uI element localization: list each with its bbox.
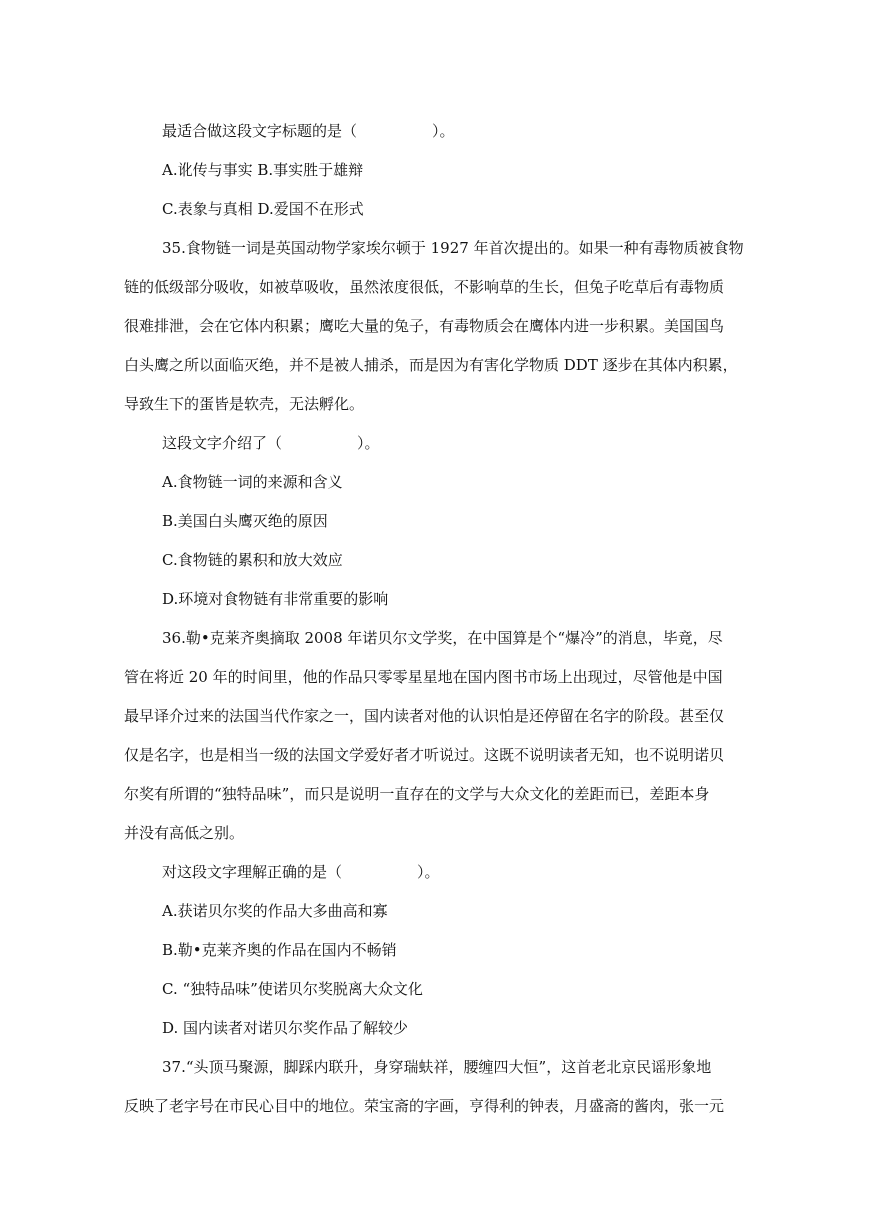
question-35-prompt: 这段文字介绍了（ ）。	[162, 434, 380, 452]
question-36-prompt: 对这段文字理解正确的是（ ）。	[162, 863, 440, 881]
question-36-passage-line-3: 最早译介过来的法国当代作家之一，国内读者对他的认识怕是还停留在名字的阶段。甚至仅	[124, 707, 725, 725]
question-34	[124, 117, 744, 234]
question-36-passage-line-6: 并没有高低之别。	[124, 824, 245, 842]
question-37-passage-line-1: 37.“头顶马聚源，脚踩内联升，身穿瑞蚨祥，腰缠四大恒”，这首老北京民谣形象地	[162, 1058, 712, 1076]
document-body	[124, 117, 744, 1131]
question-35-passage-line-5: 导致生下的蛋皆是软壳，无法孵化。	[124, 395, 365, 413]
question-36-option-c: C. “独特品味”使诺贝尔奖脱离大众文化	[162, 980, 423, 998]
question-34-option-line-2: C.表象与真相 D.爱国不在形式	[162, 200, 364, 218]
question-36-passage-line-1: 36.勒•克莱齐奥摘取 2008 年诺贝尔文学奖，在中国算是个“爆冷”的消息，毕竟，尽	[162, 629, 723, 647]
question-35-passage-line-2: 链的低级部分吸收，如被草吸收，虽然浓度很低，不影响草的生长，但兔子吃草后有毒物质	[124, 278, 725, 296]
question-35	[124, 234, 744, 624]
question-35-passage-line-4: 白头鹰之所以面临灭绝，并不是被人捕杀，而是因为有害化学物质 DDT 逐步在其体内积累，	[124, 356, 738, 374]
question-36-option-d: D. 国内读者对诺贝尔奖作品了解较少	[162, 1019, 409, 1037]
question-36-passage-line-4: 仅是名字，也是相当一级的法国文学爱好者才听说过。这既不说明读者无知，也不说明诺贝	[124, 746, 725, 764]
question-36-passage-line-5: 尔奖有所谓的“独特品味”，而只是说明一直存在的文学与大众文化的差距而已，差距本身	[124, 785, 710, 803]
question-35-option-c: C.食物链的累积和放大效应	[162, 551, 343, 569]
question-35-option-b: B.美国白头鹰灭绝的原因	[162, 512, 328, 530]
question-34-prompt: 最适合做这段文字标题的是（ ）。	[162, 122, 455, 140]
question-35-option-a: A.食物链一词的来源和含义	[162, 473, 343, 491]
question-35-option-d: D.环境对食物链有非常重要的影响	[162, 590, 389, 608]
question-35-passage-line-1: 35.食物链一词是英国动物学家埃尔顿于 1927 年首次提出的。如果一种有毒物质被食物	[162, 239, 744, 257]
question-36-option-a: A.获诺贝尔奖的作品大多曲高和寡	[162, 902, 388, 920]
question-36	[124, 624, 744, 1053]
question-36-passage-line-2: 管在将近 20 年的时间里，他的作品只零零星星地在国内图书市场上出现过，尽管他是中国	[124, 668, 723, 686]
question-35-passage-line-3: 很难排泄，会在它体内积累；鹰吃大量的兔子，有毒物质会在鹰体内进一步积累。美国国鸟	[124, 317, 725, 335]
question-37	[124, 1053, 744, 1131]
question-37-passage-line-2: 反映了老字号在市民心目中的地位。荣宝斋的字画，亨得利的钟表，月盛斋的酱肉，张一元	[124, 1097, 725, 1115]
question-34-option-line-1: A.讹传与事实 B.事实胜于雄辩	[162, 161, 364, 179]
question-36-option-b: B.勒•克莱齐奥的作品在国内不畅销	[162, 941, 397, 959]
